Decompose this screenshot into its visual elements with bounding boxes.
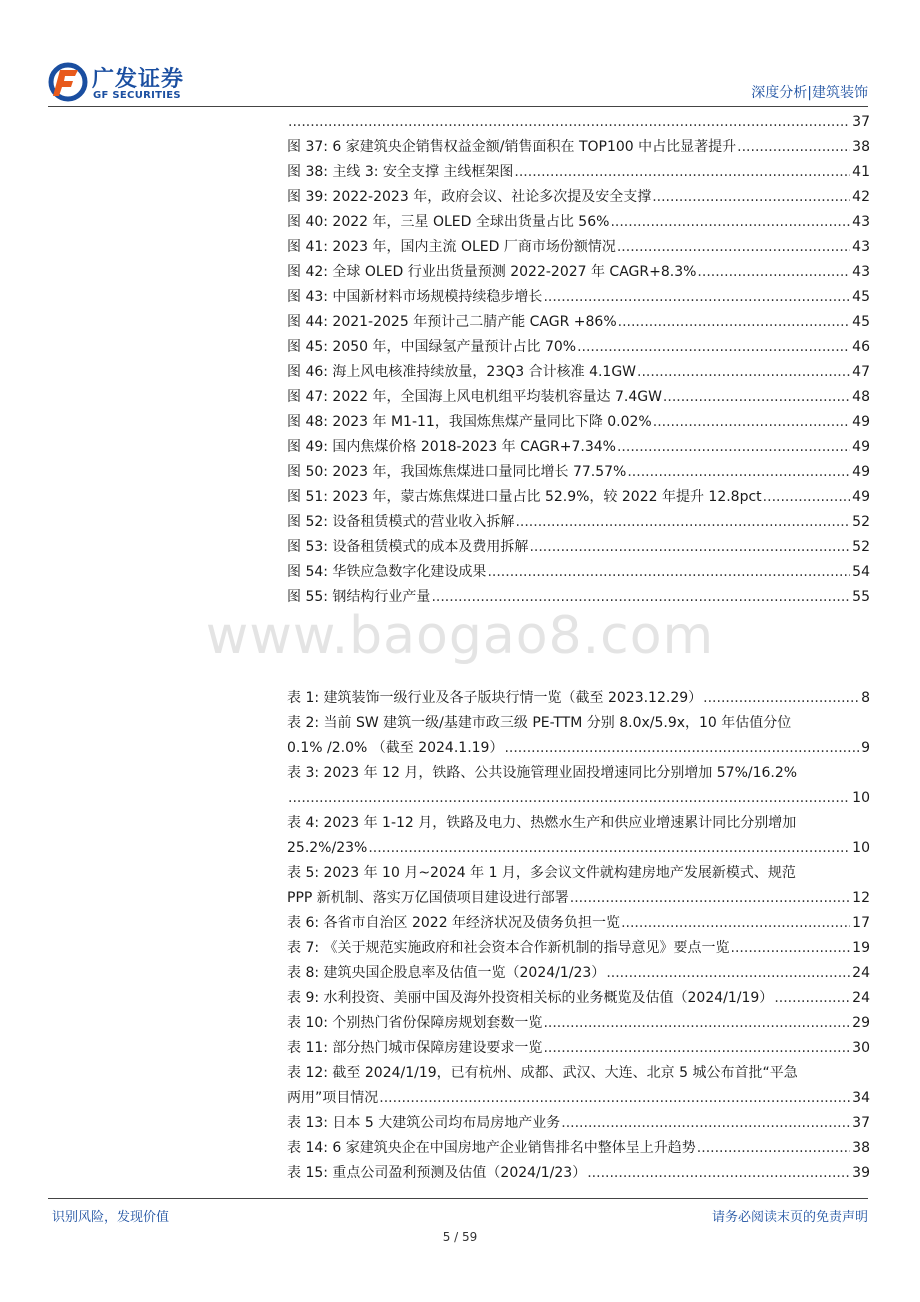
toc-entry-page: 17 xyxy=(852,915,870,931)
dot-leader xyxy=(587,1161,850,1186)
toc-entry-row[interactable] xyxy=(287,385,870,410)
toc-entry-label: 表 6: 各省市自治区 2022 年经济状况及债务负担一览 xyxy=(287,915,621,931)
dot-leader xyxy=(763,485,851,510)
toc-entry-page: 37 xyxy=(852,114,870,130)
toc-entry-page: 24 xyxy=(852,990,870,1006)
toc-entry-label: 图 53: 设备租赁模式的成本及费用拆解 xyxy=(287,539,529,555)
toc-entry-page: 43 xyxy=(852,214,870,230)
toc-entry-page: 42 xyxy=(852,189,870,205)
toc-entry-row[interactable] xyxy=(287,911,870,936)
dot-leader xyxy=(606,961,850,986)
toc-entry-page: 49 xyxy=(852,414,870,430)
toc-entry-page: 43 xyxy=(852,239,870,255)
dot-leader xyxy=(731,936,851,961)
toc-entry-label: 表 11: 部分热门城市保障房建设要求一览 xyxy=(287,1040,543,1056)
toc-entry-page: 12 xyxy=(852,890,870,906)
toc-entry-page: 46 xyxy=(852,339,870,355)
toc-entry-label: 表 9: 水利投资、美丽中国及海外投资相关标的业务概览及估值（2024/1/19） xyxy=(287,990,774,1006)
toc-entry-row[interactable] xyxy=(287,260,870,285)
toc-entry-row[interactable] xyxy=(287,1011,870,1036)
toc-entry-page: 10 xyxy=(852,790,870,806)
toc-entry-row[interactable] xyxy=(287,435,870,460)
figure-list xyxy=(287,110,870,610)
page-number: 5 / 59 xyxy=(442,1230,478,1244)
logo-mark-icon xyxy=(48,62,88,102)
toc-entry-page: 39 xyxy=(852,1165,870,1181)
toc-entry-label: 表 8: 建筑央国企股息率及估值一览（2024/1/23） xyxy=(287,965,606,981)
dot-leader xyxy=(543,285,850,310)
toc-entry-label: 图 55: 钢结构行业产量 xyxy=(287,589,431,605)
dot-leader xyxy=(697,260,850,285)
dot-leader xyxy=(697,1136,850,1161)
toc-entry-label: 表 12: 截至 2024/1/19，已有杭州、成都、武汉、大连、北京 5 城公布首批“平急 xyxy=(287,1065,798,1081)
section-title: 深度分析|建筑装饰 xyxy=(751,85,868,101)
dot-leader xyxy=(737,135,850,160)
toc-entry-row[interactable] xyxy=(287,836,870,861)
dot-leader xyxy=(653,410,850,435)
dot-leader xyxy=(617,235,850,260)
toc-entry-page: 19 xyxy=(852,940,870,956)
toc-entry-row[interactable] xyxy=(287,936,870,961)
dot-leader xyxy=(288,110,850,135)
toc-entry-row[interactable] xyxy=(287,686,870,711)
toc-entry-label: 表 1: 建筑装饰一级行业及各子版块行情一览（截至 2023.12.29） xyxy=(287,690,703,706)
toc-entry-page: 45 xyxy=(852,314,870,330)
dot-leader xyxy=(543,1011,850,1036)
dot-leader xyxy=(379,1086,850,1111)
toc-entry-label: 表 5: 2023 年 10 月~2024 年 1 月，多会议文件就构建房地产发展新模式、规范 xyxy=(287,865,796,881)
gf-securities-logo xyxy=(48,62,198,104)
dot-leader xyxy=(487,560,850,585)
toc-entry-row[interactable] xyxy=(287,986,870,1011)
dot-leader xyxy=(618,310,851,335)
toc-entry-page: 54 xyxy=(852,564,870,580)
toc-entry-page: 45 xyxy=(852,289,870,305)
toc-entry-label: 表 7: 《关于规范实施政府和社会资本合作新机制的指导意见》要点一览 xyxy=(287,940,730,956)
toc-entry-label: 表 4: 2023 年 1-12 月，铁路及电力、热燃水生产和供应业增速累计同比分别增加 xyxy=(287,815,797,831)
table-list xyxy=(287,686,870,1186)
toc-entry-row[interactable] xyxy=(287,510,870,535)
toc-entry-line xyxy=(287,711,870,736)
page-header xyxy=(0,0,920,110)
toc-entry-label: 图 42: 全球 OLED 行业出货量预测 2022-2027 年 CAGR+8.3% xyxy=(287,264,697,280)
toc-entry-label: 图 40: 2022 年，三星 OLED 全球出货量占比 56% xyxy=(287,214,610,230)
toc-entry-row[interactable] xyxy=(287,335,870,360)
dot-leader xyxy=(637,360,850,385)
toc-entry-label: 图 41: 2023 年，国内主流 OLED 厂商市场份额情况 xyxy=(287,239,616,255)
toc-entry-page: 37 xyxy=(852,1115,870,1131)
toc-entry-label: 图 45: 2050 年，中国绿氢产量预计占比 70% xyxy=(287,339,577,355)
toc-entry-row[interactable] xyxy=(287,185,870,210)
toc-entry-page: 55 xyxy=(852,589,870,605)
toc-entry-page: 41 xyxy=(852,164,870,180)
dot-leader xyxy=(703,686,859,711)
toc-entry-page: 8 xyxy=(861,690,870,706)
toc-entry-line xyxy=(287,1061,870,1086)
dot-leader xyxy=(617,435,850,460)
toc-entry-row[interactable] xyxy=(287,1111,870,1136)
footer-divider xyxy=(48,1198,868,1199)
toc-entry-page: 48 xyxy=(852,389,870,405)
toc-entry-label: 图 51: 2023 年，蒙古炼焦煤进口量占比 52.9%，较 2022 年提升 12.8pct xyxy=(287,489,762,505)
toc-entry-label: 图 48: 2023 年 M1-11，我国炼焦煤产量同比下降 0.02% xyxy=(287,414,652,430)
toc-entry-page: 29 xyxy=(852,1015,870,1031)
toc-entry-line xyxy=(287,761,870,786)
dot-leader xyxy=(368,836,850,861)
dot-leader xyxy=(561,1111,850,1136)
toc-entry-label: 表 3: 2023 年 12 月，铁路、公共设施管理业固投增速同比分别增加 57%/16.2% xyxy=(287,765,798,781)
toc-entry-page: 52 xyxy=(852,514,870,530)
toc-entry-page: 10 xyxy=(852,840,870,856)
dot-leader xyxy=(577,335,850,360)
toc-entry-row[interactable] xyxy=(287,736,870,761)
toc-entry-label: 图 39: 2022-2023 年，政府会议、社论多次提及安全支撑 xyxy=(287,189,652,205)
toc-entry-page: 30 xyxy=(852,1040,870,1056)
toc-entry-label: 图 50: 2023 年，我国炼焦煤进口量同比增长 77.57% xyxy=(287,464,627,480)
toc-entry-row[interactable] xyxy=(287,485,870,510)
toc-entry-page: 43 xyxy=(852,264,870,280)
toc-entry-row[interactable] xyxy=(287,1136,870,1161)
toc-entry-row[interactable] xyxy=(287,1086,870,1111)
toc-entry-row[interactable] xyxy=(287,210,870,235)
dot-leader xyxy=(610,210,850,235)
toc-entry-row[interactable] xyxy=(287,310,870,335)
toc-entry-row[interactable] xyxy=(287,285,870,310)
toc-entry-label: 图 52: 设备租赁模式的营业收入拆解 xyxy=(287,514,515,530)
logo-text-en: GF SECURITIES xyxy=(93,90,181,101)
toc-entry-page: 49 xyxy=(852,439,870,455)
toc-entry-label: 图 47: 2022 年，全国海上风电机组平均装机容量达 7.4GW xyxy=(287,389,662,405)
toc-entry-label: 0.1% /2.0% （截至 2024.1.19） xyxy=(287,740,504,756)
toc-entry-page: 47 xyxy=(852,364,870,380)
toc-entry-row[interactable] xyxy=(287,160,870,185)
dot-leader xyxy=(288,786,850,811)
toc-entry-row[interactable] xyxy=(287,135,870,160)
dot-leader xyxy=(621,911,850,936)
toc-entry-page: 52 xyxy=(852,539,870,555)
toc-entry-row[interactable] xyxy=(287,410,870,435)
logo-text-cn: 广发证券 xyxy=(92,67,185,92)
dot-leader xyxy=(774,986,850,1011)
toc-entry-page: 49 xyxy=(852,464,870,480)
toc-entry-label: 两用”项目情况 xyxy=(287,1090,379,1106)
dot-leader xyxy=(515,510,850,535)
toc-entry-line xyxy=(287,861,870,886)
toc-entry-label: 图 46: 海上风电核准持续放量，23Q3 合计核准 4.1GW xyxy=(287,364,637,380)
footer-slogan: 识别风险，发现价值 xyxy=(52,1210,170,1225)
toc-entry-row[interactable] xyxy=(287,560,870,585)
toc-entry-page: 38 xyxy=(852,1140,870,1156)
dot-leader xyxy=(652,185,850,210)
toc-entry-page: 24 xyxy=(852,965,870,981)
toc-entry-label: 表 10: 个别热门省份保障房规划套数一览 xyxy=(287,1015,543,1031)
toc-entry-line xyxy=(287,811,870,836)
header-divider xyxy=(48,106,868,107)
dot-leader xyxy=(529,535,850,560)
toc-entry-row[interactable] xyxy=(287,786,870,811)
toc-entry-label: 图 38: 主线 3: 安全支撑 主线框架图 xyxy=(287,164,514,180)
toc-entry-page: 49 xyxy=(852,489,870,505)
toc-entry-label: 表 13: 日本 5 大建筑公司均布局房地产业务 xyxy=(287,1115,561,1131)
dot-leader xyxy=(514,160,850,185)
toc-entry-row[interactable] xyxy=(287,460,870,485)
dot-leader xyxy=(663,385,850,410)
dot-leader xyxy=(570,886,850,911)
toc-entry-row[interactable] xyxy=(287,235,870,260)
dot-leader xyxy=(504,736,859,761)
toc-entry-label: 图 44: 2021-2025 年预计己二腈产能 CAGR +86% xyxy=(287,314,617,330)
toc-entry-label: 图 37: 6 家建筑央企销售权益金额/销售面积在 TOP100 中占比显著提升 xyxy=(287,139,737,155)
toc-entry-row[interactable] xyxy=(287,1161,870,1186)
toc-entry-row[interactable] xyxy=(287,1036,870,1061)
toc-entry-page: 9 xyxy=(861,740,870,756)
toc-entry-label: 图 49: 国内焦煤价格 2018-2023 年 CAGR+7.34% xyxy=(287,439,616,455)
toc-entry-label: 图 54: 华铁应急数字化建设成果 xyxy=(287,564,487,580)
footer-disclaimer: 请务必阅读末页的免责声明 xyxy=(711,1210,868,1225)
toc-entry-row[interactable] xyxy=(287,360,870,385)
dot-leader xyxy=(627,460,850,485)
toc-entry-label: 25.2%/23% xyxy=(287,840,368,856)
toc-entry-row[interactable] xyxy=(287,535,870,560)
toc-entry-label: 表 15: 重点公司盈利预测及估值（2024/1/23） xyxy=(287,1165,587,1181)
toc-entry-label: 图 43: 中国新材料市场规模持续稳步增长 xyxy=(287,289,543,305)
watermark: www.baogao8.com xyxy=(205,606,715,666)
toc-entry-page: 38 xyxy=(852,139,870,155)
dot-leader xyxy=(543,1036,850,1061)
toc-entry-row[interactable] xyxy=(287,110,870,135)
toc-entry-label: 表 14: 6 家建筑央企在中国房地产企业销售排名中整体呈上升趋势 xyxy=(287,1140,696,1156)
toc-entry-row[interactable] xyxy=(287,886,870,911)
toc-entry-page: 34 xyxy=(852,1090,870,1106)
toc-entry-label: PPP 新机制、落实万亿国债项目建设进行部署 xyxy=(287,890,569,906)
toc-entry-label: 表 2: 当前 SW 建筑一级/基建市政三级 PE-TTM 分别 8.0x/5.9x，10 年估值分位 xyxy=(287,715,792,731)
toc-entry-row[interactable] xyxy=(287,961,870,986)
